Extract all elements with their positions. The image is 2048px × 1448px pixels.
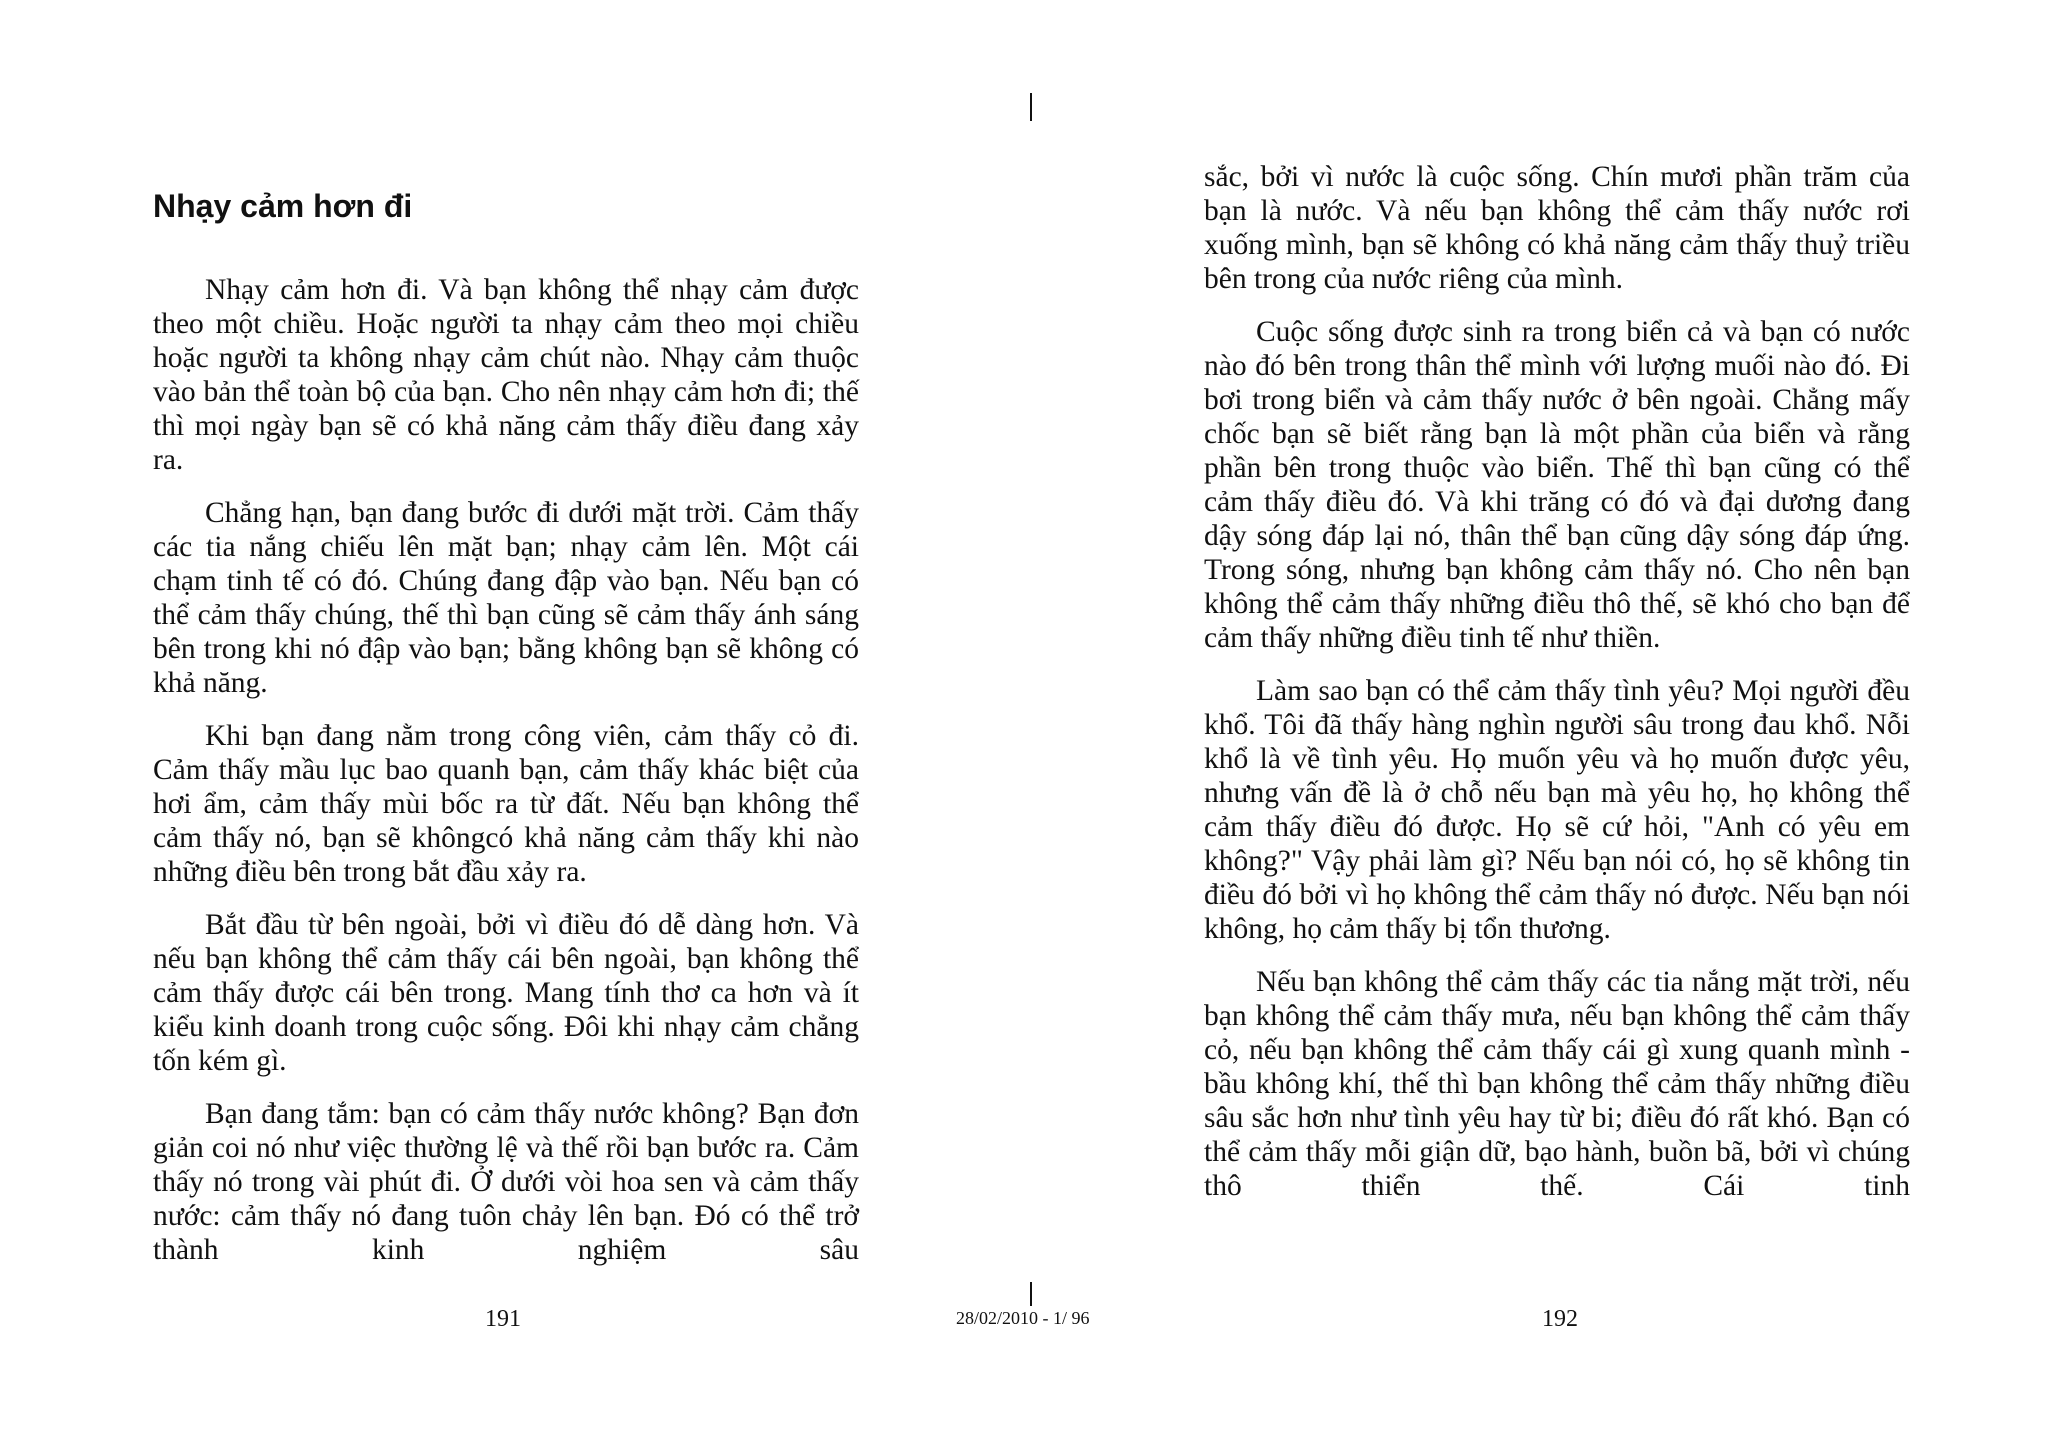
paragraph: sắc, bởi vì nước là cuộc sống. Chín mươi phần trăm của bạn là nước. Và nếu bạn không thể cảm thấy nước rơi xuống mình, bạn sẽ không có khả năng cảm thấy thuỷ triều bên trong của nước riêng của mình. <box>1204 161 1910 295</box>
divider-top <box>1030 93 1032 121</box>
paragraph: Nhạy cảm hơn đi. Và bạn không thể nhạy cảm được theo một chiều. Hoặc người ta nhạy cảm theo mọi chiều hoặc người ta không nhạy cảm chút nào. Nhạy cảm thuộc vào bản thể toàn bộ của bạn. Cho nên nhạy cảm hơn đi; thế thì mọi ngày bạn sẽ có khả năng cảm thấy điều đang xảy ra. <box>153 274 859 476</box>
footer-date: 28/02/2010 - 1/ 96 <box>956 1308 1090 1328</box>
page-number-right: 192 <box>1542 1306 1578 1332</box>
paragraph: Bắt đầu từ bên ngoài, bởi vì điều đó dễ dàng hơn. Và nếu bạn không thể cảm thấy cái bên ngoài, bạn không thể cảm thấy được cái bên trong. Mang tính thơ ca hơn và ít kiểu kinh doanh trong cuộc sống. Đôi khi nhạy cảm chẳng tốn kém gì. <box>153 909 859 1077</box>
paragraph: Chẳng hạn, bạn đang bước đi dưới mặt trời. Cảm thấy các tia nắng chiếu lên mặt bạn; nhạy cảm lên. Một cái chạm tinh tế có đó. Chúng đang đập vào bạn. Nếu bạn có thể cảm thấy chúng, thế thì bạn cũng sẽ cảm thấy ánh sáng bên trong khi nó đập vào bạn; bằng không bạn sẽ không có khả năng. <box>153 497 859 699</box>
divider-bottom <box>1030 1282 1032 1306</box>
chapter-heading: Nhạy cảm hơn đi <box>153 188 413 224</box>
paragraph: Khi bạn đang nằm trong công viên, cảm thấy cỏ đi. Cảm thấy mầu lục bao quanh bạn, cảm thấy khác biệt của hơi ẩm, cảm thấy mùi bốc ra từ đất. Nếu bạn không thể cảm thấy nó, bạn sẽ khôngcó khả năng cảm thấy khi nào những điều bên trong bắt đầu xảy ra. <box>153 720 859 888</box>
paragraph: Nếu bạn không thể cảm thấy các tia nắng mặt trời, nếu bạn không thể cảm thấy mưa, nếu bạn không thể cảm thấy cỏ, nếu bạn không thể cảm thấy cái gì xung quanh mình - bầu không khí, thế thì bạn không thể cảm thấy những điều sâu sắc hơn như tình yêu hay từ bi; điều đó rất khó. Bạn có thể cảm thấy mỗi giận dữ, bạo hành, buồn bã, bởi vì chúng thô thiển thế. Cái tinh <box>1204 966 1910 1202</box>
paragraph: Bạn đang tắm: bạn có cảm thấy nước không? Bạn đơn giản coi nó như việc thường lệ và thế rồi bạn bước ra. Cảm thấy nó trong vài phút đi. Ở dưới vòi hoa sen và cảm thấy nước: cảm thấy nó đang tuôn chảy lên bạn. Đó có thể trở thành kinh nghiệm sâu <box>153 1098 859 1266</box>
right-page-body <box>1204 160 1910 1222</box>
paragraph: Cuộc sống được sinh ra trong biển cả và bạn có nước nào đó bên trong thân thể mình với lượng muối nào đó. Đi bơi trong biển và cảm thấy nước ở bên ngoài. Chẳng mấy chốc bạn sẽ biết rằng bạn là một phần của biển và rằng phần bên trong thuộc vào biển. Thế thì bạn cũng có thể cảm thấy điều đó. Và khi trăng có đó và đại dương đang dậy sóng đáp lại nó, thân thể bạn cũng dậy sóng đáp ứng. Trong sóng, nhưng bạn không cảm thấy nó. Cho nên bạn không thể cảm thấy những điều thô thế, sẽ khó cho bạn để cảm thấy những điều tinh tế như thiền. <box>1204 316 1910 654</box>
page-number-left: 191 <box>485 1306 521 1332</box>
paragraph: Làm sao bạn có thể cảm thấy tình yêu? Mọi người đều khổ. Tôi đã thấy hàng nghìn người sâu trong đau khổ. Nỗi khổ là về tình yêu. Họ muốn yêu và họ muốn được yêu, nhưng vấn đề là ở chỗ nếu bạn mà yêu họ, họ không thể cảm thấy điều đó được. Họ sẽ cứ hỏi, "Anh có yêu em không?" Vậy phải làm gì? Nếu bạn nói có, họ sẽ không tin điều đó bởi vì họ không thể cảm thấy nó được. Nếu bạn nói không, họ cảm thấy bị tổn thương. <box>1204 675 1910 945</box>
left-page-body <box>153 273 859 1286</box>
